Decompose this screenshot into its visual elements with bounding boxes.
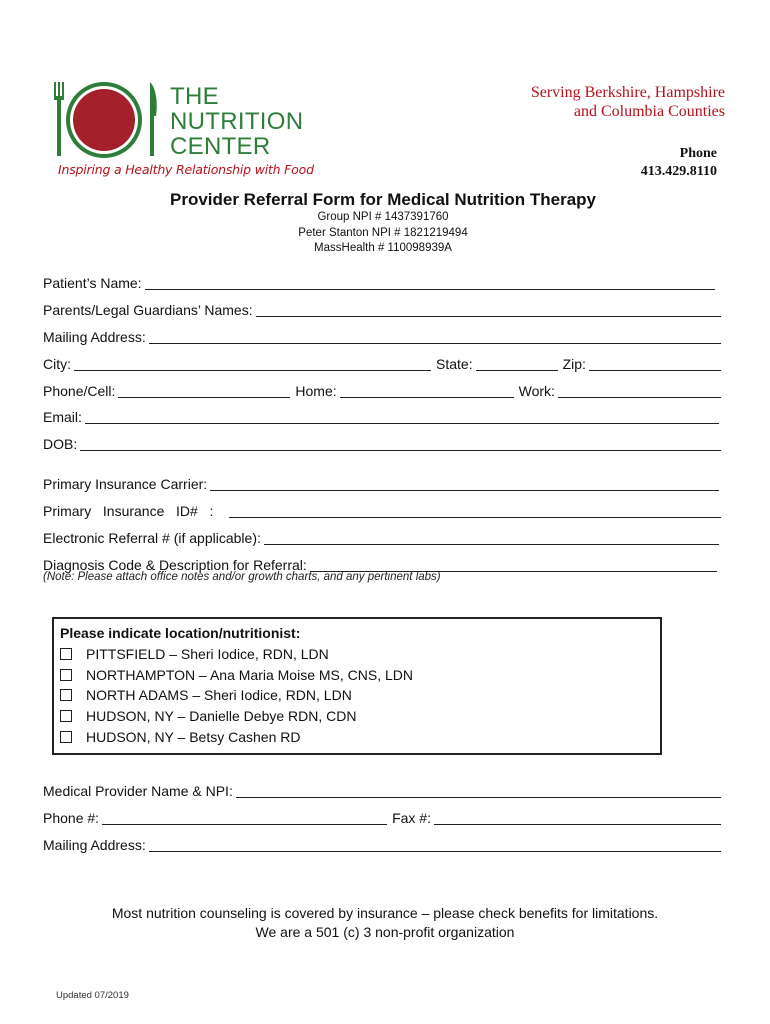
patient-name-line[interactable] xyxy=(145,274,715,290)
peter-stanton-npi: Peter Stanton NPI # 1821219494 xyxy=(298,226,468,239)
patient-name-label: Patient’s Name: xyxy=(43,275,142,291)
guardians-label: Parents/Legal Guardians’ Names: xyxy=(43,302,253,318)
logo-word-nutrition: NUTRITION xyxy=(170,108,304,135)
dob-field[interactable] xyxy=(43,433,721,453)
location-option-label: HUDSON, NY – Danielle Debye RDN, CDN xyxy=(86,708,357,724)
provider-phone-fax-row xyxy=(43,807,721,827)
electronic-referral-field[interactable] xyxy=(43,527,719,547)
state-label: State: xyxy=(436,356,473,372)
provider-name-npi-label: Medical Provider Name & NPI: xyxy=(43,783,233,799)
nutrition-center-logo xyxy=(52,76,314,184)
updated-date: Updated 07/2019 xyxy=(56,990,129,1001)
diagnosis-line[interactable] xyxy=(310,556,717,572)
dob-line[interactable] xyxy=(80,435,721,451)
location-option-hudson-debye[interactable] xyxy=(60,708,356,724)
city-label: City: xyxy=(43,356,71,372)
attachment-note: (Note: Please attach office notes and/or growth charts, and any pertinent labs) xyxy=(43,571,441,583)
patient-name-field[interactable] xyxy=(43,272,715,292)
location-option-label: NORTHAMPTON – Ana Maria Moise MS, CNS, LDN xyxy=(86,667,414,683)
zip-label: Zip: xyxy=(562,356,586,372)
checkbox[interactable] xyxy=(60,669,72,681)
zip-line[interactable] xyxy=(589,355,721,371)
location-option-label: PITTSFIELD – Sheri Iodice, RDN, LDN xyxy=(86,646,329,662)
checkbox[interactable] xyxy=(60,648,72,660)
provider-phone-label: Phone #: xyxy=(43,810,100,826)
nonprofit-footer-note: We are a 501 (c) 3 non-profit organization xyxy=(255,924,515,940)
location-box-title: Please indicate location/nutritionist: xyxy=(60,625,301,641)
location-option-label: NORTH ADAMS – Sheri Iodice, RDN, LDN xyxy=(86,687,352,703)
work-line[interactable] xyxy=(558,382,721,398)
page-title: Provider Referral Form for Medical Nutrition Therapy xyxy=(169,190,597,209)
insurance-id-field[interactable] xyxy=(43,500,721,520)
location-option-hudson-cashen[interactable] xyxy=(60,729,300,745)
service-area xyxy=(531,83,725,121)
group-npi: Group NPI # 1437391760 xyxy=(317,211,449,223)
provider-mailing-field[interactable] xyxy=(43,834,721,854)
insurance-id-label: Primary Insurance ID# : xyxy=(43,503,214,519)
mailing-address-label: Mailing Address: xyxy=(43,329,146,345)
mailing-address-field[interactable] xyxy=(43,326,721,346)
provider-fax-line[interactable] xyxy=(434,809,721,825)
service-area-line1: Serving Berkshire, Hampshire xyxy=(530,84,725,101)
checkbox[interactable] xyxy=(60,689,72,701)
mailing-address-line[interactable] xyxy=(149,328,721,344)
state-line[interactable] xyxy=(476,355,558,371)
home-label: Home: xyxy=(295,383,337,399)
logo-tagline: Inspiring a Healthy Relationship with Food xyxy=(58,162,314,177)
location-option-pittsfield[interactable] xyxy=(60,646,329,662)
insurance-carrier-field[interactable] xyxy=(43,473,719,493)
email-label: Email: xyxy=(43,409,82,425)
provider-mailing-label: Mailing Address: xyxy=(43,837,146,853)
email-field[interactable] xyxy=(43,406,719,426)
npi-block xyxy=(0,210,766,257)
insurance-id-line[interactable] xyxy=(229,502,721,518)
provider-name-npi-field[interactable] xyxy=(43,780,721,800)
plate-logo-icon xyxy=(52,76,164,162)
guardians-line[interactable] xyxy=(256,301,721,317)
insurance-carrier-line[interactable] xyxy=(210,475,719,491)
checkbox[interactable] xyxy=(60,731,72,743)
logo-word-the: THE xyxy=(170,83,219,110)
dob-label: DOB: xyxy=(43,436,78,452)
guardians-field[interactable] xyxy=(43,299,721,319)
home-line[interactable] xyxy=(340,382,514,398)
phone-row xyxy=(43,380,721,400)
phone-cell-label: Phone/Cell: xyxy=(43,383,116,399)
phone-cell-line[interactable] xyxy=(118,382,290,398)
insurance-footer-note: Most nutrition counseling is covered by insurance – please check benefits for limitations. xyxy=(111,905,659,921)
city-line[interactable] xyxy=(74,355,431,371)
electronic-referral-line[interactable] xyxy=(264,529,719,545)
provider-phone-line[interactable] xyxy=(102,809,387,825)
contact-phone xyxy=(641,145,717,181)
insurance-carrier-label: Primary Insurance Carrier: xyxy=(43,476,208,492)
masshealth-number: MassHealth # 110098939A xyxy=(314,242,452,254)
diagnosis-label: Diagnosis Code & Description for Referral: xyxy=(43,557,307,573)
checkbox[interactable] xyxy=(60,710,72,722)
work-label: Work: xyxy=(518,383,555,399)
phone-label: Phone xyxy=(679,146,717,161)
electronic-referral-label: Electronic Referral # (if applicable): xyxy=(43,530,261,546)
location-option-northampton[interactable] xyxy=(60,667,413,683)
provider-name-npi-line[interactable] xyxy=(236,782,721,798)
logo-word-center: CENTER xyxy=(170,133,271,160)
provider-mailing-line[interactable] xyxy=(149,836,721,852)
provider-fax-label: Fax #: xyxy=(392,810,431,826)
service-area-line2: and Columbia Counties xyxy=(573,103,725,120)
location-option-label: HUDSON, NY – Betsy Cashen RD xyxy=(86,729,301,745)
phone-number: 413.429.8110 xyxy=(640,164,717,179)
location-option-north-adams[interactable] xyxy=(60,687,352,703)
email-line[interactable] xyxy=(85,408,719,424)
city-state-zip-row xyxy=(43,353,721,373)
location-selection-box xyxy=(52,617,662,755)
